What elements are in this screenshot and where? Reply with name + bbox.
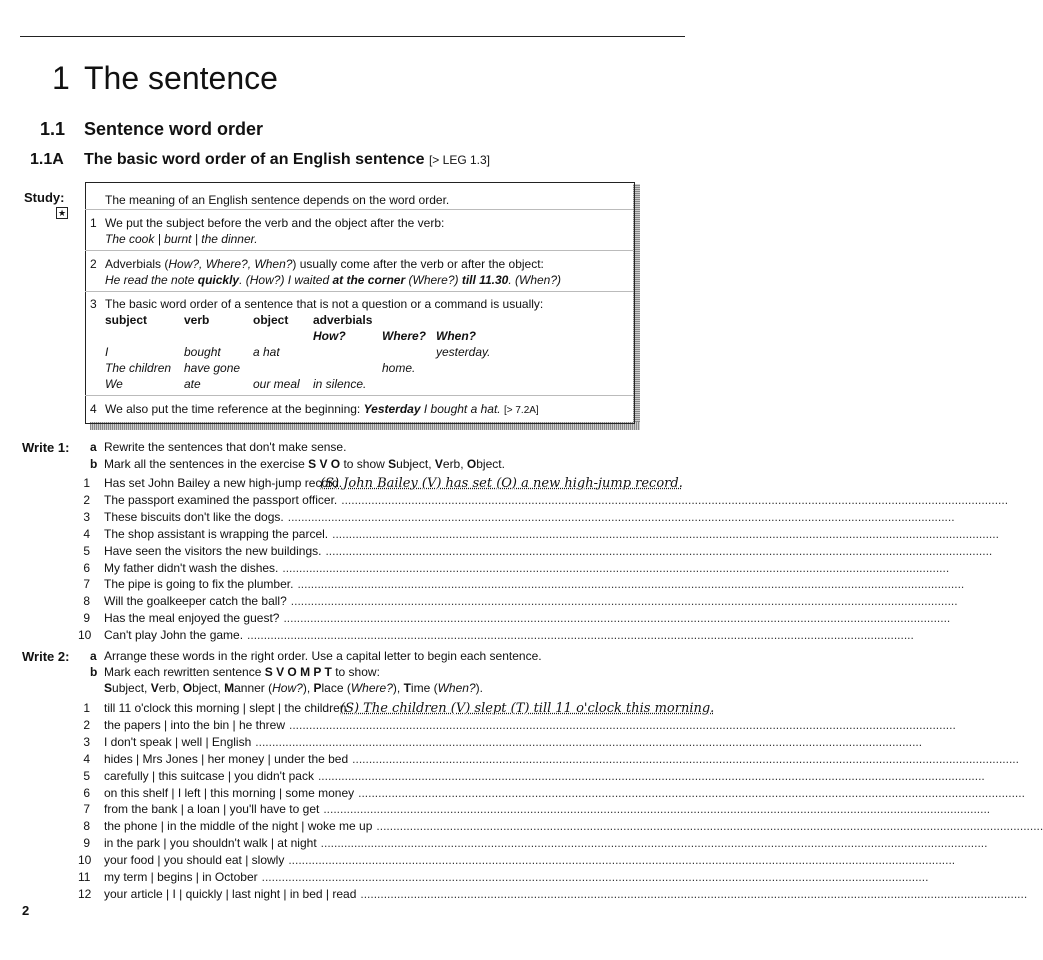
table-subheader: How? <box>313 329 346 343</box>
write2-sentence: I don't speak | well | English <box>104 734 252 749</box>
write2-sentence: in the park | you shouldn't walk | at night <box>104 836 317 851</box>
section-title: Sentence word order <box>84 119 264 139</box>
divider <box>85 395 633 396</box>
answer-line[interactable]: ........................................................................................................................................................................................................ <box>288 853 956 868</box>
point-2-example: He read the note quickly. (How?) I waited at the corner (Where?) till 11.30. (When?) <box>105 273 562 287</box>
divider <box>85 291 633 292</box>
answer-line[interactable]: ........................................................................................................................................................................................................ <box>297 577 965 592</box>
item-number: 3 <box>83 509 90 524</box>
answer-line[interactable]: ........................................................................................................................................................................................................ <box>325 543 993 558</box>
answer-line[interactable]: ........................................................................................................................................................................................................ <box>247 628 914 643</box>
top-rule <box>20 36 685 37</box>
page-number: 2 <box>22 903 30 918</box>
table-cell: ate <box>184 377 201 391</box>
item-number: 8 <box>83 819 90 834</box>
item-number: 1 <box>83 476 90 490</box>
answer-line[interactable]: ........................................................................................................................................................................................................ <box>320 836 988 851</box>
write1-sentence: Will the goalkeeper catch the ball? <box>104 594 287 609</box>
table-cell: in silence. <box>313 377 367 391</box>
chapter-title: The sentence <box>84 60 278 96</box>
point-number: 1 <box>90 216 97 230</box>
answer-line[interactable]: ........................................................................................................................................................................................................ <box>317 768 985 783</box>
item-number: 12 <box>78 886 92 901</box>
write1-sentence: Have seen the visitors the new buildings. <box>104 543 322 558</box>
write2-instruction-a: Arrange these words in the right order. Use a capital letter to begin each sentence. <box>104 649 542 663</box>
write2-label: Write 2: <box>22 649 70 664</box>
table-header: object <box>253 313 289 327</box>
item-number: 8 <box>83 594 90 609</box>
table-cell: our meal <box>253 377 300 391</box>
study-label: Study: <box>24 190 65 205</box>
answer-line[interactable]: ........................................................................................................................................................................................................ <box>289 717 956 732</box>
item-number: 2 <box>83 492 90 507</box>
item-number: 10 <box>78 628 92 643</box>
table-cell: We <box>105 377 123 391</box>
answer-line[interactable]: ........................................................................................................................................................................................................ <box>360 886 1028 901</box>
table-subheader: Where? <box>382 329 427 343</box>
answer-line[interactable]: ........................................................................................................................................................................................................ <box>282 560 950 575</box>
item-number: 1 <box>83 701 90 715</box>
point-number: 3 <box>90 297 97 311</box>
point-1-text: We put the subject before the verb and the object after the verb: <box>105 216 445 230</box>
write2-sentence: till 11 o'clock this morning | slept | the children <box>104 701 347 715</box>
item-number: 9 <box>83 611 90 626</box>
write1-sentence: The passport examined the passport officer. <box>104 492 338 507</box>
answer-line[interactable]: ........................................................................................................................................................................................................ <box>283 611 951 626</box>
write1-sentence: My father didn't wash the dishes. <box>104 560 279 575</box>
point-1-example: The cook | burnt | the dinner. <box>105 232 258 246</box>
write2-sentence: on this shelf | I left | this morning | some money <box>104 785 355 800</box>
answer-line[interactable]: ........................................................................................................................................................................................................ <box>332 526 999 541</box>
write1-sentence: Has the meal enjoyed the guest? <box>104 611 280 626</box>
answer-line[interactable]: ........................................................................................................................................................................................................ <box>290 594 958 609</box>
write1-label: Write 1: <box>22 440 70 455</box>
instruction-letter: b <box>90 665 98 679</box>
instruction-letter: a <box>90 440 97 454</box>
answer-line[interactable]: ........................................................................................................................................................................................................ <box>358 785 1025 800</box>
answer-line[interactable]: ........................................................................................................................................................................................................ <box>261 870 929 884</box>
write2-sentence: carefully | this suitcase | you didn't pack <box>104 768 314 783</box>
table-cell: home. <box>382 361 416 375</box>
write2-sentence: from the bank | a loan | you'll have to get <box>104 802 320 817</box>
answer-line[interactable]: ........................................................................................................................................................................................................ <box>323 802 991 817</box>
item-number: 4 <box>83 526 90 541</box>
table-cell: yesterday. <box>436 345 491 359</box>
write2-instruction-c: Subject, Verb, Object, Manner (How?), Place (Where?), Time (When?). <box>104 681 483 695</box>
point-number: 4 <box>90 402 97 416</box>
point-number: 2 <box>90 257 97 271</box>
table-cell: The children <box>105 361 172 375</box>
point-4-text: We also put the time reference at the beginning: Yesterday I bought a hat. [> 7.2A] <box>105 402 539 416</box>
divider <box>85 250 633 251</box>
write2-sentence: hides | Mrs Jones | her money | under the bed <box>104 751 349 766</box>
table-header: subject <box>105 313 148 327</box>
item-number: 3 <box>83 734 90 749</box>
write2-instruction-b: Mark each rewritten sentence S V O M P T to show: <box>104 665 380 679</box>
answer-line[interactable]: ........................................................................................................................................................................................................ <box>255 734 923 749</box>
write2-sentence: your article | I | quickly | last night | in bed | read <box>104 886 357 901</box>
item-number: 7 <box>83 577 90 592</box>
item-number: 7 <box>83 802 90 817</box>
instruction-letter: a <box>90 649 97 663</box>
item-number: 9 <box>83 836 90 851</box>
table-subheader: When? <box>436 329 476 343</box>
write1-sentence: Can't play John the game. <box>104 628 244 643</box>
point-2-text: Adverbials (How?, Where?, When?) usually come after the verb or after the object: <box>105 257 544 271</box>
study-intro: The meaning of an English sentence depends on the word order. <box>105 193 450 207</box>
write1-sentence: These biscuits don't like the dogs. <box>104 509 284 524</box>
item-number: 4 <box>83 751 90 766</box>
subsection-number: 1.1A <box>30 151 64 168</box>
write1-instruction-a: Rewrite the sentences that don't make sense. <box>104 440 347 454</box>
item-number: 5 <box>83 543 90 558</box>
instruction-letter: b <box>90 457 98 471</box>
subsection-title: The basic word order of an English sentence [> LEG 1.3] <box>84 151 491 168</box>
item-number: 10 <box>78 853 92 868</box>
divider <box>85 209 633 210</box>
table-header: adverbials <box>313 313 373 327</box>
table-cell: a hat <box>253 345 280 359</box>
table-cell: I <box>105 345 109 359</box>
point-3-text: The basic word order of a sentence that is not a question or a command is usually: <box>105 297 544 311</box>
answer-line[interactable]: ........................................................................................................................................................................................................ <box>376 819 1043 834</box>
table-cell: bought <box>184 345 221 359</box>
chapter-number: 1 <box>52 60 70 96</box>
answer-line[interactable]: ........................................................................................................................................................................................................ <box>341 492 1009 507</box>
table-cell: have gone <box>184 361 241 375</box>
section-number: 1.1 <box>40 119 66 139</box>
item-number: 2 <box>83 717 90 732</box>
item-number: 6 <box>83 785 90 800</box>
item-number: 6 <box>83 560 90 575</box>
write2-sentence: my term | begins | in October <box>104 870 258 884</box>
answer-line[interactable]: ........................................................................................................................................................................................................ <box>352 751 1019 766</box>
write2-sentence: your food | you should eat | slowly <box>104 853 285 868</box>
item-number: 5 <box>83 768 90 783</box>
star-icon: ★ <box>57 208 67 218</box>
write1-sentence: The shop assistant is wrapping the parcel. <box>104 526 329 541</box>
handwritten-answer: (S) John Bailey (V) has set (O) a new high-jump record. <box>320 476 683 491</box>
write2-sentence: the phone | in the middle of the night | woke me up <box>104 819 373 834</box>
subsection-ref: [> LEG 1.3] <box>428 153 491 167</box>
handwritten-answer: (S) The children (V) slept (T) till 11 o'clock this morning. <box>340 701 715 716</box>
write1-sentence: Has set John Bailey a new high-jump record. <box>104 476 343 490</box>
answer-line[interactable]: ........................................................................................................................................................................................................ <box>287 509 955 524</box>
table-header: verb <box>184 313 210 327</box>
write2-sentence: the papers | into the bin | he threw <box>104 717 286 732</box>
item-number: 11 <box>78 870 91 884</box>
write1-sentence: The pipe is going to fix the plumber. <box>104 577 294 592</box>
write1-instruction-b: Mark all the sentences in the exercise S V O to show Subject, Verb, Object. <box>104 457 505 471</box>
